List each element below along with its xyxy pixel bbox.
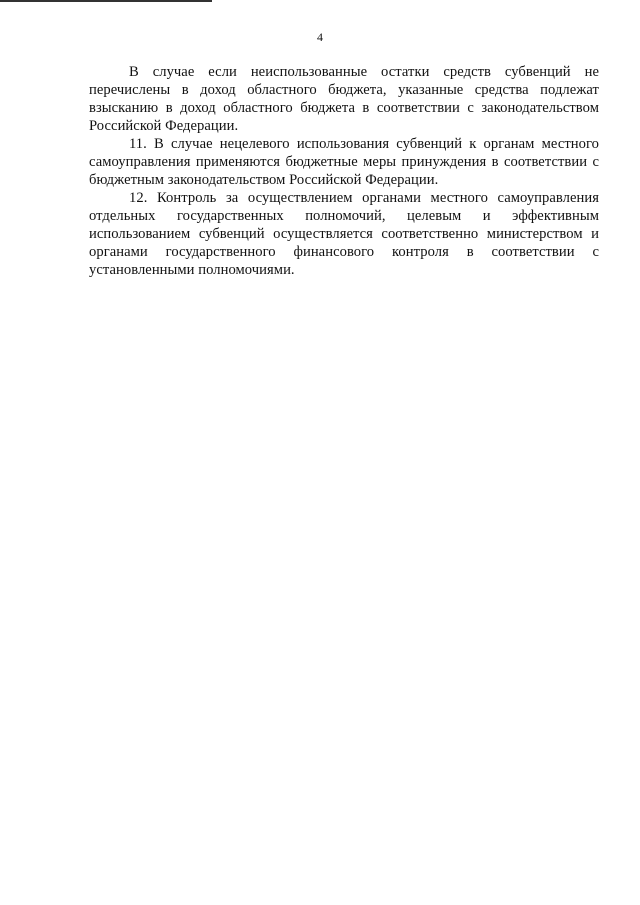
- document-body: [89, 63, 599, 279]
- page-number: 4: [317, 30, 323, 44]
- paragraph-12-control: 12. Контроль за осуществлением органами местного самоуправления отдельных государственных полномочий, целевым и эффективным использованием субвенций осуществляется соответственно министерством и органами государственного финансового контроля в соответствии с установленными полномочиями.: [89, 190, 599, 278]
- header-rule: [0, 0, 212, 2]
- paragraph-11-misuse: 11. В случае нецелевого использования субвенций к органам местного самоуправления применяются бюджетные меры принуждения в соответствии с бюджетным законодательством Российской Федерации.: [89, 136, 599, 188]
- paragraph-unused-balances: В случае если неиспользованные остатки средств субвенций не перечислены в доход областного бюджета, указанные средства подлежат взысканию в доход областного бюджета в соответствии с законодательством Российской Федерации.: [89, 64, 599, 134]
